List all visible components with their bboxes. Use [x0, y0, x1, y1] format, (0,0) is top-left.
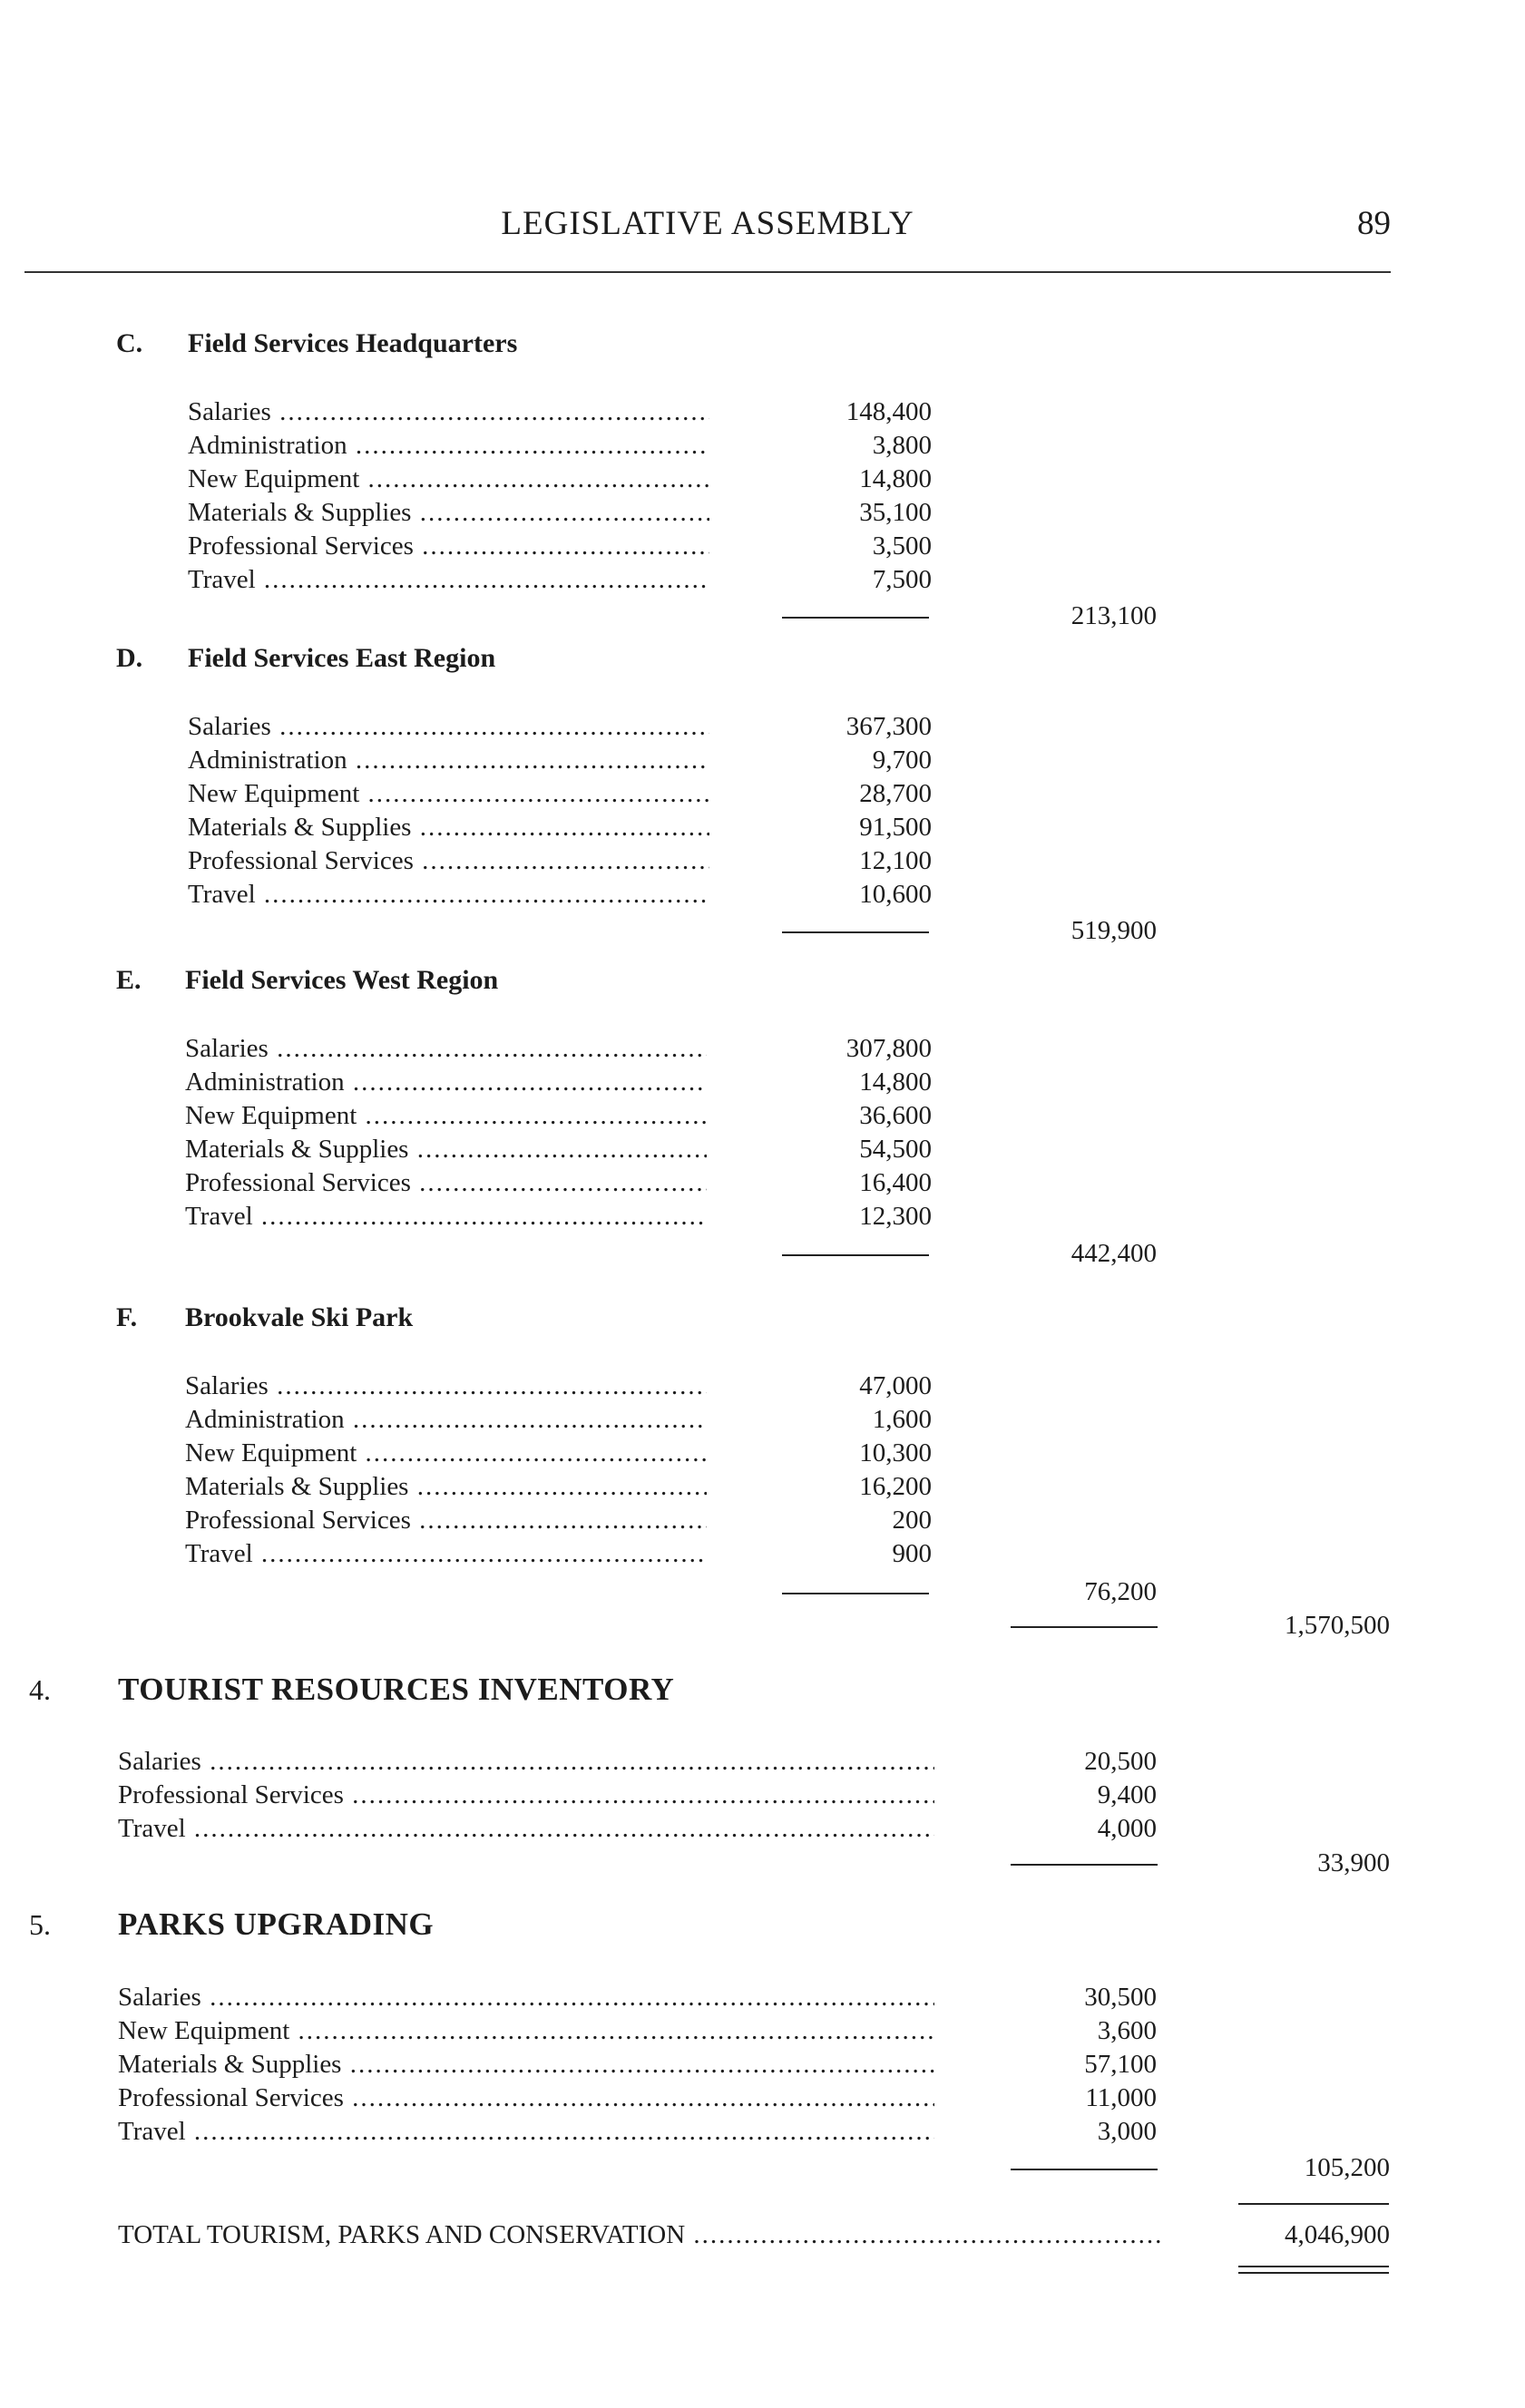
- line-item: [188, 777, 932, 811]
- line-item-label: Professional Services .....: [185, 1504, 707, 1537]
- section-total: 33,900: [1317, 1848, 1390, 1877]
- column-rule: [1011, 1626, 1158, 1628]
- section-letter: E.: [116, 965, 142, 995]
- double-rule-top: [1238, 2266, 1389, 2267]
- section-letter: C.: [116, 328, 143, 358]
- line-item: [188, 530, 932, 563]
- line-item: [188, 844, 932, 878]
- group-total: 1,570,500: [1285, 1611, 1390, 1640]
- line-item: [118, 2115, 1161, 2149]
- line-item-label: Travel .....: [118, 2115, 934, 2149]
- line-item: [185, 1166, 932, 1200]
- column-rule: [1011, 2169, 1158, 2170]
- line-item-amount: 307,800: [846, 1034, 932, 1063]
- line-item-amount: 3,800: [872, 431, 932, 460]
- section-title: Brookvale Ski Park: [185, 1302, 414, 1332]
- line-item-label: Administration .....: [185, 1066, 707, 1099]
- line-item-label: Travel .....: [118, 1812, 934, 1846]
- line-item: [185, 1537, 932, 1571]
- line-item-label: New Equipment .....: [188, 463, 709, 496]
- line-item-label: Professional Services .....: [118, 1779, 934, 1812]
- line-item-amount: 16,400: [859, 1168, 932, 1197]
- line-item-amount: 35,100: [859, 498, 932, 527]
- line-item: [188, 811, 932, 844]
- line-item: [188, 429, 932, 463]
- line-item: [188, 563, 932, 597]
- line-item-amount: 9,400: [1097, 1780, 1157, 1809]
- line-item: [185, 1403, 932, 1437]
- line-item-label: Salaries .....: [188, 395, 709, 429]
- line-item-label: Administration .....: [185, 1403, 707, 1437]
- line-item-label: Travel .....: [185, 1537, 707, 1571]
- line-item: [188, 463, 932, 496]
- line-item-label: New Equipment .....: [188, 777, 709, 811]
- section-subtotal: 442,400: [1070, 1239, 1157, 1268]
- line-item-amount: 900: [892, 1539, 932, 1568]
- line-item-amount: 200: [892, 1506, 932, 1535]
- line-item: [185, 1133, 932, 1166]
- line-item: [185, 1437, 932, 1470]
- line-item: [185, 1470, 932, 1504]
- line-item-amount: 30,500: [1084, 1983, 1157, 2012]
- line-item-amount: 9,700: [872, 746, 932, 775]
- line-item-label: Salaries .....: [118, 1981, 934, 2014]
- section-subtotal: 213,100: [1070, 601, 1157, 630]
- line-item-amount: 148,400: [846, 397, 932, 426]
- section-total: 105,200: [1304, 2153, 1390, 2182]
- line-item-amount: 57,100: [1084, 2050, 1157, 2079]
- line-item: [118, 2014, 1161, 2048]
- line-item-label: Materials & Supplies .....: [118, 2048, 934, 2081]
- line-item-label: Salaries .....: [185, 1032, 707, 1066]
- line-item-amount: 14,800: [859, 464, 932, 493]
- line-item-amount: 4,000: [1097, 1814, 1157, 1843]
- line-item-amount: 3,500: [872, 531, 932, 561]
- line-item-amount: 14,800: [859, 1068, 932, 1097]
- grand-total-line: [118, 2218, 1161, 2252]
- line-item-amount: 54,500: [859, 1135, 932, 1164]
- line-item: [185, 1099, 932, 1133]
- line-item-label: Materials & Supplies .....: [188, 811, 709, 844]
- line-item-label: Professional Services .....: [188, 844, 709, 878]
- line-item-label: Salaries .....: [118, 1745, 934, 1779]
- grand-total-amount: 4,046,900: [1285, 2220, 1390, 2249]
- column-rule: [782, 931, 929, 933]
- line-item-amount: 3,000: [1097, 2117, 1157, 2146]
- line-item-label: Travel .....: [188, 563, 709, 597]
- line-item-label: Professional Services .....: [185, 1166, 707, 1200]
- line-item: [118, 2081, 1161, 2115]
- double-rule-bottom: [1238, 2272, 1389, 2274]
- line-item: [188, 395, 932, 429]
- line-item: [185, 1200, 932, 1233]
- line-item: [118, 1745, 1161, 1779]
- section-heading: TOURIST RESOURCES INVENTORY: [118, 1672, 675, 1707]
- column-rule: [782, 617, 929, 619]
- total-rule: [1238, 2203, 1389, 2205]
- line-item: [185, 1370, 932, 1403]
- line-item-label: New Equipment .....: [185, 1099, 707, 1133]
- line-item-amount: 367,300: [846, 712, 932, 741]
- line-item-amount: 7,500: [872, 565, 932, 594]
- line-item: [118, 1779, 1161, 1812]
- line-item-label: Salaries .....: [188, 710, 709, 744]
- section-heading: PARKS UPGRADING: [118, 1906, 435, 1942]
- line-item-amount: 10,600: [859, 880, 932, 909]
- line-item: [188, 710, 932, 744]
- line-item-label: Travel .....: [188, 878, 709, 912]
- line-item: [188, 878, 932, 912]
- column-rule: [1011, 1864, 1158, 1866]
- page-title: LEGISLATIVE ASSEMBLY: [501, 205, 914, 242]
- line-item: [118, 2048, 1161, 2081]
- line-item: [118, 1812, 1161, 1846]
- column-rule: [782, 1593, 929, 1594]
- line-item-label: Salaries .....: [185, 1370, 707, 1403]
- page-header: [24, 204, 1391, 273]
- line-item-amount: 10,300: [859, 1438, 932, 1467]
- line-item-label: Materials & Supplies .....: [185, 1133, 707, 1166]
- section-number: 5.: [29, 1908, 51, 1941]
- line-item-amount: 91,500: [859, 813, 932, 842]
- line-item-label: New Equipment .....: [118, 2014, 934, 2048]
- section-number: 4.: [29, 1673, 51, 1706]
- line-item-label: New Equipment .....: [185, 1437, 707, 1470]
- column-rule: [782, 1254, 929, 1256]
- line-item-label: Travel .....: [185, 1200, 707, 1233]
- line-item: [118, 1981, 1161, 2014]
- line-item-label: Materials & Supplies .....: [188, 496, 709, 530]
- line-item-amount: 12,100: [859, 846, 932, 875]
- line-item-amount: 16,200: [859, 1472, 932, 1501]
- grand-total-label: TOTAL TOURISM, PARKS AND CONSERVATION .....: [118, 2218, 1161, 2252]
- line-item-amount: 20,500: [1084, 1747, 1157, 1776]
- section-subtotal: 76,200: [1084, 1577, 1157, 1606]
- line-item-label: Administration .....: [188, 429, 709, 463]
- section-letter: F.: [116, 1302, 138, 1332]
- line-item: [185, 1066, 932, 1099]
- line-item: [185, 1032, 932, 1066]
- section-title: Field Services West Region: [185, 965, 499, 995]
- line-item: [188, 496, 932, 530]
- section-subtotal: 519,900: [1070, 916, 1157, 945]
- section-title: Field Services East Region: [188, 643, 496, 673]
- line-item: [185, 1504, 932, 1537]
- line-item-label: Professional Services .....: [188, 530, 709, 563]
- line-item-amount: 12,300: [859, 1202, 932, 1231]
- line-item-amount: 1,600: [872, 1405, 932, 1434]
- line-item-label: Materials & Supplies .....: [185, 1470, 707, 1504]
- line-item: [188, 744, 932, 777]
- section-letter: D.: [116, 643, 143, 673]
- line-item-amount: 47,000: [859, 1371, 932, 1400]
- line-item-amount: 3,600: [1097, 2016, 1157, 2045]
- line-item-label: Professional Services .....: [118, 2081, 934, 2115]
- page-number: 89: [1357, 205, 1391, 242]
- section-title: Field Services Headquarters: [188, 328, 518, 358]
- line-item-amount: 28,700: [859, 779, 932, 808]
- line-item-amount: 11,000: [1085, 2083, 1157, 2112]
- line-item-amount: 36,600: [859, 1101, 932, 1130]
- line-item-label: Administration .....: [188, 744, 709, 777]
